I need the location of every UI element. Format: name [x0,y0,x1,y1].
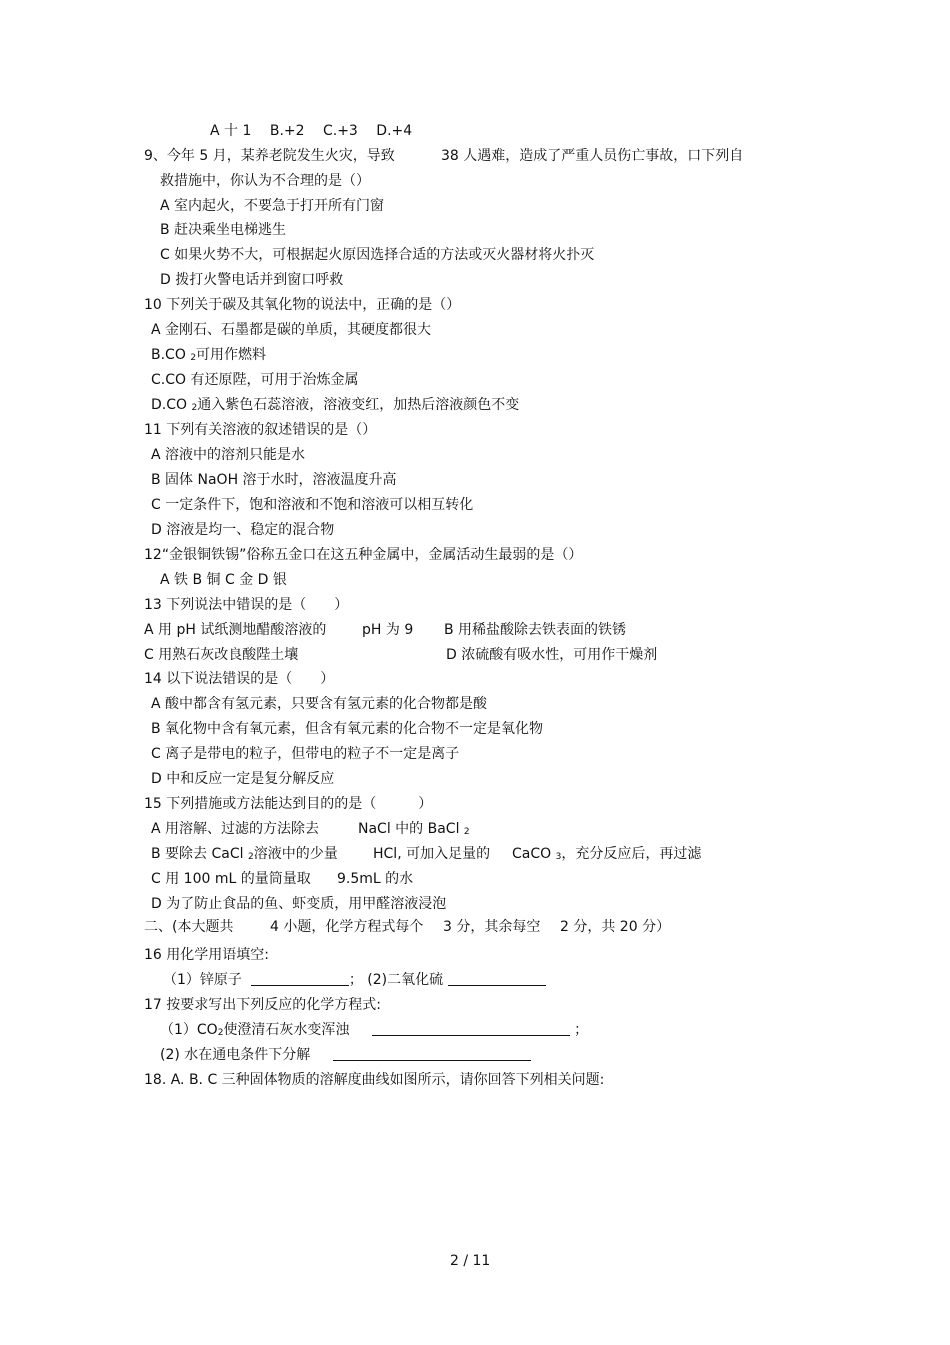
q9-option-a: A 室内起火，不要急于打开所有门窗 [160,198,385,214]
q17-stem: 17 按要求写出下列反应的化学方程式: [144,997,381,1013]
q10-option-b: B.CO $_2$可用作燃料 [151,347,267,363]
page-number: 2 / 11 [450,1253,491,1269]
q12-stem: 12“金银铜铁锡”俗称五金口在这五种金属中，金属活动生最弱的是（） [144,547,583,563]
q9-option-c: C 如果火势不大，可根据起火原因选择合适的方法或灭火器材将火扑灭 [160,247,595,263]
q9-stem-part3: 救措施中，你认为不合理的是（） [160,173,370,189]
q9-stem-part2: 38 人遇难，造成了严重人员伤亡事故，口下列自 [441,148,744,164]
section-2-heading-d: 2 分，共 20 分） [560,919,671,935]
section-2-heading-c: 3 分，其余每空 [443,919,541,935]
q8-options: A 十 1 B.+2 C.+3 D.+4 [210,123,413,139]
q15-option-a-formula: NaCl 中的 BaCl $_2$ [358,821,470,837]
q15-option-b-caco3: CaCO $_3$，充分反应后，再过滤 [512,846,702,862]
q9-stem-part1: 9、今年 5 月，某养老院发生火灾，导致 [144,148,395,164]
q15-option-b: B 要除去 CaCl $_2$溶液中的少量 [151,846,338,862]
q15-option-d: D 为了防止食品的鱼、虾变质，用甲醛溶液浸泡 [151,896,447,912]
section-2-heading-a: 二、(本大题共 [144,919,234,935]
q14-option-b: B 氧化物中含有氧元素，但含有氧元素的化合物不一定是氧化物 [151,721,544,737]
q16-answer-blank-1[interactable] [251,971,349,986]
q17-item-1: $(1)CO_2$使澄清石灰水变浑浊 ； [160,1022,589,1038]
q10-option-c: C.CO 有还原陛，可用于治炼金属 [151,372,359,388]
q13-option-a: A 用 pH 试纸测地醋酸溶液的 [144,622,327,638]
q9-option-d: D 拨打火警电话并到窗口呼救 [160,272,344,288]
q11-option-d: D 溶液是均一、稳定的混合物 [151,522,335,538]
q14-option-a: A 酸中都含有氢元素，只要含有氢元素的化合物都是酸 [151,696,488,712]
q17-item-2: (2) 水在通电条件下分解 [160,1046,531,1064]
q12-options: A 铁 B 铜 C 金 D 银 [160,572,287,588]
q13-option-b: B 用稀盐酸除去铁表面的铁锈 [444,622,627,638]
q11-stem: 11 下列有关溶液的叙述错误的是（） [144,422,377,438]
q14-option-d: D 中和反应一定是复分解反应 [151,771,335,787]
q15-option-c: C 用 100 mL 的量筒量取 [151,871,311,887]
q10-option-d: D.CO $_2$通入紫色石蕊溶液，溶液变红，加热后溶液颜色不变 [151,397,520,413]
q15-stem: 15 下列措施或方法能达到目的的是（ ） [144,796,433,812]
q13-stem: 13 下列说法中错误的是（ ） [144,597,349,613]
q13-option-a-ph: pH 为 9 [362,622,414,638]
q15-option-a: A 用溶解、过滤的方法除去 [151,821,320,837]
q16-answer-blank-2[interactable] [448,971,546,986]
q10-stem: 10 下列关于碳及其氧化物的说法中，正确的是（） [144,297,461,313]
q16-stem: 16 用化学用语填空: [144,947,269,963]
q11-option-c: C 一定条件下，饱和溶液和不饱和溶液可以相互转化 [151,497,474,513]
q9-option-b: B 赶决乘坐电梯逃生 [160,222,287,238]
q14-option-c: C 离子是带电的粒子，但带电的粒子不一定是离子 [151,746,460,762]
q18-stem: 18. A. B. C 三种固体物质的溶解度曲线如图所示，请你回答下列相关问题: [144,1072,605,1088]
section-2-heading-b: 4 小题，化学方程式每个 [270,919,424,935]
q10-option-a: A 金刚石、石墨都是碳的单质，其硬度都很大 [151,322,432,338]
q17-answer-blank-2[interactable] [333,1046,531,1061]
q13-option-d: D 浓硫酸有吸水性，可用作干燥剂 [446,647,658,663]
q17-answer-blank-1[interactable] [372,1021,570,1036]
q11-option-a: A 溶液中的溶剂只能是水 [151,447,306,463]
q13-option-c: C 用熟石灰改良酸陛土壤 [144,647,299,663]
q11-option-b: B 固体 NaOH 溶于水时，溶液温度升高 [151,472,397,488]
q14-stem: 14 以下说法错误的是（ ） [144,671,335,687]
q16-item-1: （1）锌原子 ； (2)二氧化硫 [163,971,546,989]
q15-option-c-volume: 9.5mL 的水 [337,871,414,887]
q15-option-b-hcl: HCl, 可加入足量的 [373,846,491,862]
